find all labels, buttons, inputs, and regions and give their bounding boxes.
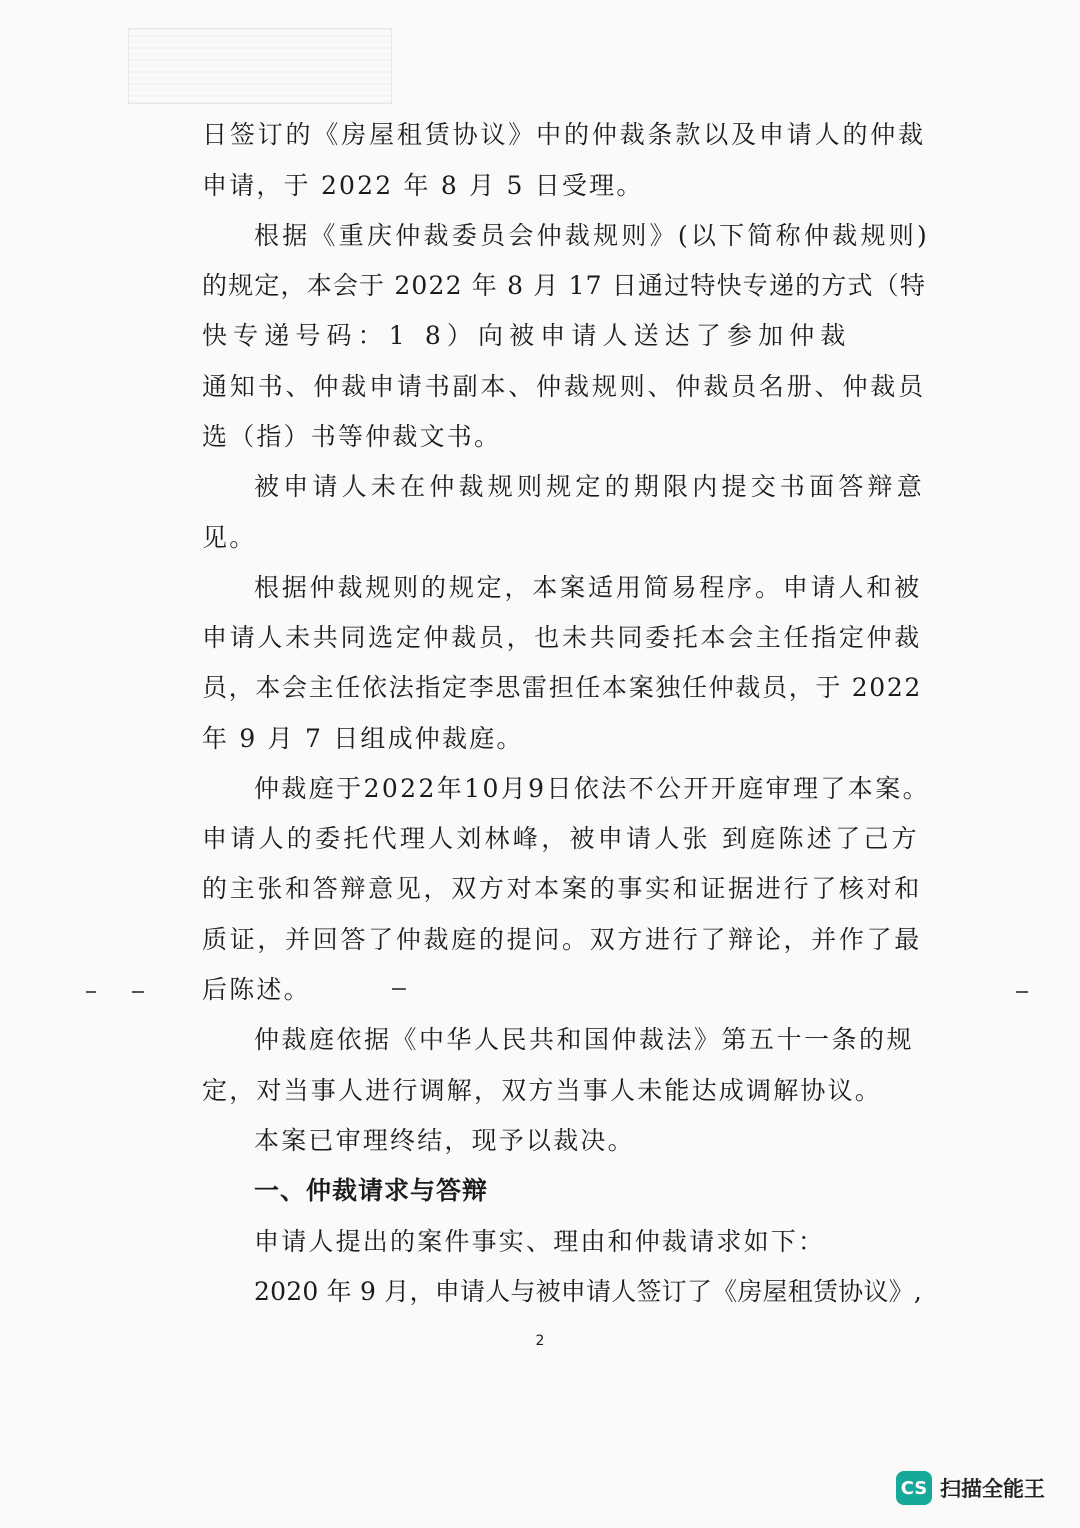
text-line-15: 申请人的委托代理人刘林峰，被申请人张 到庭陈述了己方 [202, 824, 920, 853]
text-line-9: 见。 [202, 523, 257, 552]
watermark-text: 扫描全能王 [940, 1477, 1045, 1501]
text-line-20: 定，对当事人进行调解，双方当事人未能达成调解协议。 [202, 1076, 882, 1105]
text-line-24: 2020 年 9 月，申请人与被申请人签订了《房屋租赁协议》, [254, 1277, 922, 1306]
scan-mark [86, 991, 96, 993]
text-line-18: 后陈述。 [202, 975, 311, 1004]
scanner-watermark [896, 1470, 1045, 1506]
text-line-1: 日签订的《房屋租赁协议》中的仲裁条款以及申请人的仲裁 [202, 120, 926, 149]
text-line-16: 的主张和答辩意见，双方对本案的事实和证据进行了核对和 [202, 874, 922, 903]
text-line-3: 根据《重庆仲裁委员会仲裁规则》(以下简称仲裁规则) [254, 221, 930, 250]
text-line-10: 根据仲裁规则的规定，本案适用简易程序。申请人和被 [254, 573, 922, 602]
text-line-21: 本案已审理终结，现予以裁决。 [254, 1126, 635, 1155]
text-line-7: 选（指）书等仲裁文书。 [202, 422, 502, 451]
text-line-14: 仲裁庭于2022年10月9日依法不公开开庭审理了本案。 [254, 774, 930, 803]
scan-mark [1016, 991, 1028, 993]
text-line-4: 的规定，本会于 2022 年 8 月 17 日通过特快专递的方式（特 [202, 271, 926, 300]
text-line-19: 仲裁庭依据《中华人民共和国仲裁法》第五十一条的规 [254, 1025, 914, 1054]
text-line-17: 质证，并回答了仲裁庭的提问。双方进行了辩论，并作了最 [202, 925, 922, 954]
text-line-11: 申请人未共同选定仲裁员，也未共同委托本会主任指定仲裁 [202, 623, 922, 652]
faded-stamp-area [128, 28, 392, 104]
text-line-2: 申请，于 2022 年 8 月 5 日受理。 [202, 171, 644, 200]
text-line-23: 申请人提出的案件事实、理由和仲裁请求如下： [254, 1227, 826, 1256]
scan-mark [392, 988, 406, 990]
text-line-13: 年 9 月 7 日组成仲裁庭。 [202, 724, 524, 753]
scan-mark [132, 991, 144, 993]
camscanner-logo-icon: CS [896, 1471, 932, 1505]
page-number: 2 [535, 1333, 545, 1349]
text-line-8: 被申请人未在仲裁规则规定的期限内提交书面答辩意 [254, 472, 926, 501]
text-line-5: 快专递号码：1 8）向被申请人送达了参加仲裁 [202, 321, 852, 350]
text-line-6: 通知书、仲裁申请书副本、仲裁规则、仲裁员名册、仲裁员 [202, 372, 926, 401]
section-heading: 一、仲裁请求与答辩 [254, 1176, 489, 1205]
text-line-12: 员，本会主任依法指定李思雷担任本案独任仲裁员，于 2022 [202, 673, 922, 702]
